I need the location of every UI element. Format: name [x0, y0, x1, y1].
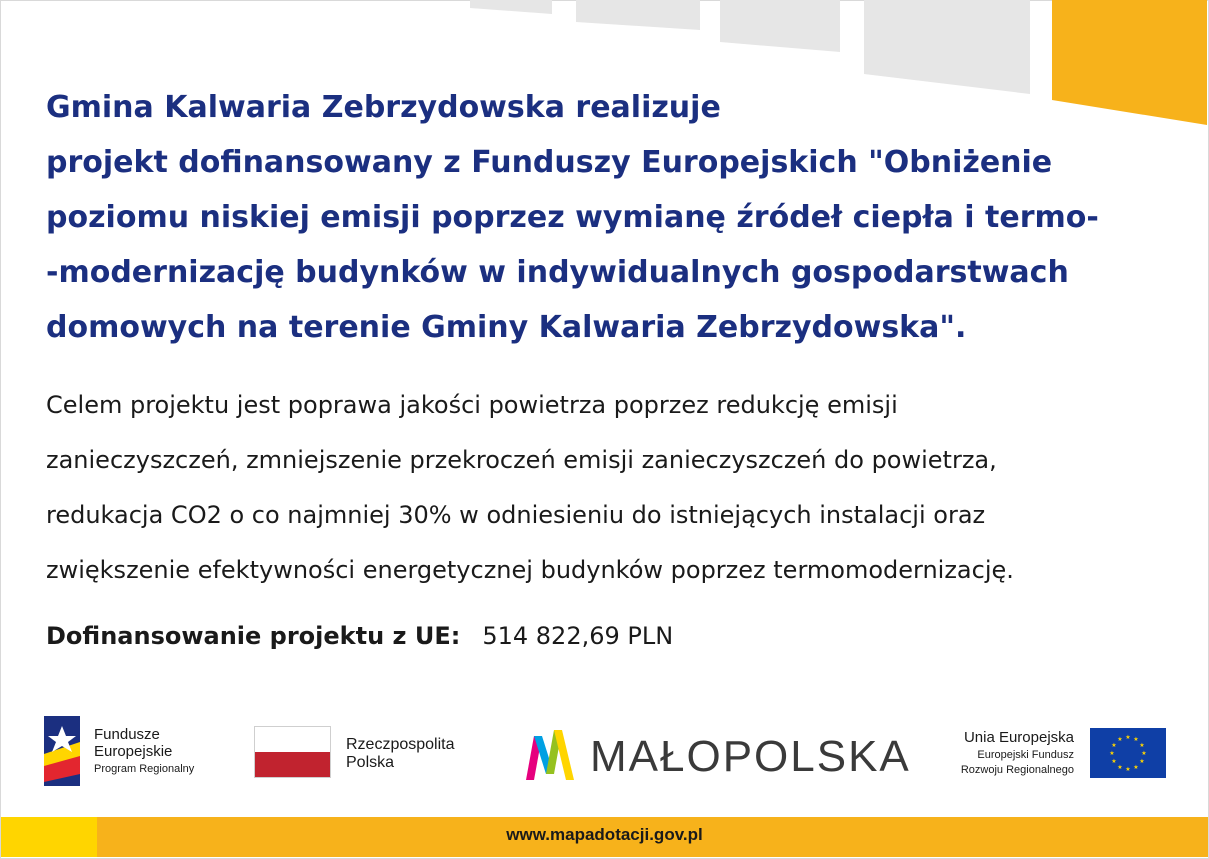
project-title [46, 80, 1156, 355]
malopolska-name: MAŁOPOLSKA [590, 732, 911, 781]
logo-strip [0, 712, 1209, 802]
eu-line1: Unia Europejska [963, 729, 1074, 746]
description-line: zanieczyszczeń, zmniejszenie przekroczeń emisji zanieczyszczeń do powietrza, [46, 446, 997, 474]
fundusze-line1: Fundusze [94, 726, 160, 743]
title-line: -modernizację budynków w indywidualnych gospodarstwach [46, 255, 1069, 290]
svg-text:★: ★ [1125, 766, 1131, 773]
description-line: redukacja CO2 o co najmniej 30% w odniesieniu do istniejących instalacji oraz [46, 501, 986, 529]
title-line: Gmina Kalwaria Zebrzydowska realizuje [46, 90, 721, 125]
funding-label: Dofinansowanie projektu z UE: [46, 622, 461, 650]
eu-line3: Rozwoju Regionalnego [960, 764, 1074, 776]
svg-text:★: ★ [1133, 736, 1139, 743]
rzeczpospolita-logo [254, 726, 494, 782]
eu-logo [930, 728, 1170, 788]
description-line: zwiększenie efektywności energetycznej budynków poprzez termomodernizację. [46, 556, 1014, 584]
malopolska-icon [524, 728, 580, 782]
fundusze-europejskie-logo [44, 716, 234, 786]
svg-text:★: ★ [1125, 734, 1131, 741]
polish-flag-icon [254, 726, 331, 778]
svg-text:★: ★ [1109, 750, 1115, 757]
svg-text:★: ★ [1117, 764, 1123, 771]
fundusze-europejskie-icon [44, 716, 84, 786]
svg-text:★: ★ [1133, 764, 1139, 771]
fundusze-line3: Program Regionalny [94, 763, 195, 775]
svg-text:★: ★ [1141, 750, 1147, 757]
svg-text:★: ★ [1111, 742, 1117, 749]
footer-bar [1, 817, 1208, 857]
funding-info [46, 622, 673, 650]
website-link[interactable]: www.mapadotacji.gov.pl [506, 825, 703, 844]
description-line: Celem projektu jest poprawa jakości powietrza poprzez redukcję emisji [46, 391, 898, 419]
fundusze-line2: Europejskie [94, 743, 173, 760]
svg-text:★: ★ [1139, 742, 1145, 749]
eu-flag-icon [1090, 728, 1166, 778]
svg-text:★: ★ [1139, 758, 1145, 765]
eu-line2: Europejski Fundusz [977, 749, 1074, 761]
rzeczpospolita-line1: Rzeczpospolita [346, 736, 455, 753]
malopolska-logo [524, 726, 911, 786]
title-line: domowych na terenie Gminy Kalwaria Zebrzydowska". [46, 310, 967, 345]
title-line: poziomu niskiej emisji poprzez wymianę źródeł ciepła i termo- [46, 200, 1099, 235]
funding-amount: 514 822,69 PLN [482, 622, 674, 650]
svg-text:★: ★ [1111, 758, 1117, 765]
title-line: projekt dofinansowany z Funduszy Europejskich "Obniżenie [46, 145, 1053, 180]
rzeczpospolita-text [346, 736, 455, 772]
svg-text:★: ★ [1117, 736, 1123, 743]
eu-text [961, 728, 1074, 778]
project-description [46, 378, 1176, 598]
fundusze-text [94, 726, 194, 778]
rzeczpospolita-line2: Polska [346, 754, 395, 771]
